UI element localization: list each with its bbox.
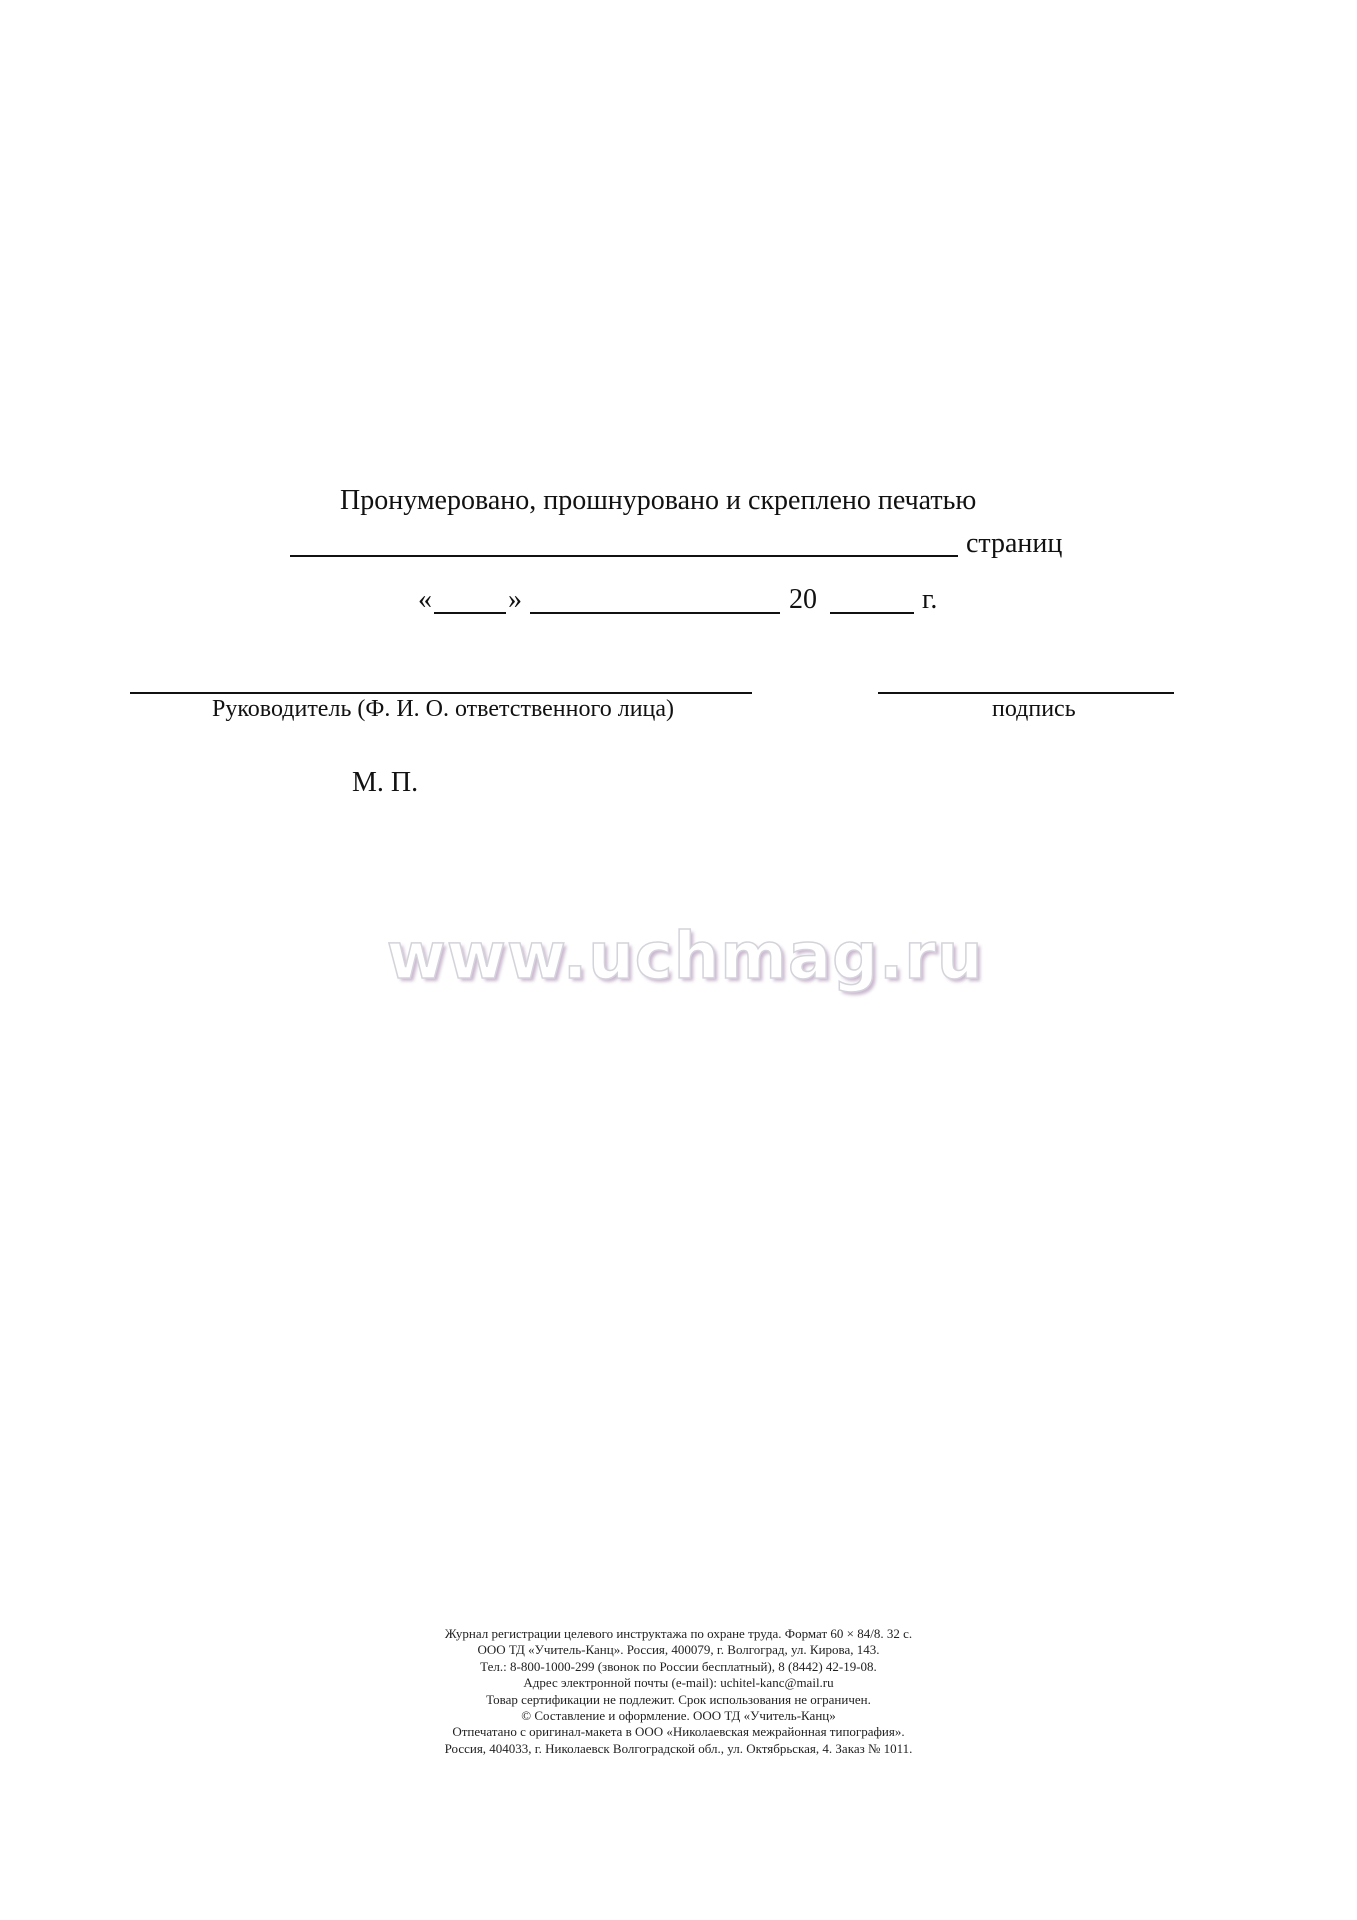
year-suffix: г. [922,584,938,615]
page-count-blank [290,555,958,557]
imprint-line: © Составление и оформление. ООО ТД «Учитель-Канц» [521,1708,836,1724]
head-caption: Руководитель (Ф. И. О. ответственного лица) [212,696,675,722]
imprint-line: Отпечатано с оригинал-макета в ООО «Николаевская межрайонная типография». [452,1724,905,1740]
imprint-line: Товар сертификации не подлежит. Срок использования не ограничен. [486,1691,871,1707]
imprint-line: Журнал регистрации целевого инструктажа по охране труда. Формат 60 × 84/8. 32 с. [444,1626,913,1641]
imprint-line: Россия, 404033, г. Николаевск Волгоградской обл., ул. Октябрьская, 4. Заказ № 1011. [444,1740,913,1756]
date-close-quote: » [508,584,522,615]
imprint-line: Адрес электронной почты (e-mail): uchitel-kanc@mail.ru [523,1675,834,1691]
year-blank [830,612,914,614]
pages-label: страниц [966,528,1063,559]
imprint-block [300,1626,1057,1757]
imprint-line: ООО ТД «Учитель-Канц». Россия, 400079, г. Волгоград, ул. Кирова, 143. [477,1642,880,1658]
date-open-quote: « [418,584,432,615]
certification-heading: Пронумеровано, прошнуровано и скреплено печатью [340,485,977,516]
stamp-place-label: М. П. [352,767,419,798]
day-blank [434,612,506,614]
year-prefix: 20 [789,584,817,615]
signature-caption: подпись [992,696,1076,722]
imprint-line: Тел.: 8-800-1000-299 (звонок по России бесплатный), 8 (8442) 42-19-08. [480,1658,877,1674]
watermark: www.uchmag.ru [386,920,984,994]
month-blank [530,612,780,614]
